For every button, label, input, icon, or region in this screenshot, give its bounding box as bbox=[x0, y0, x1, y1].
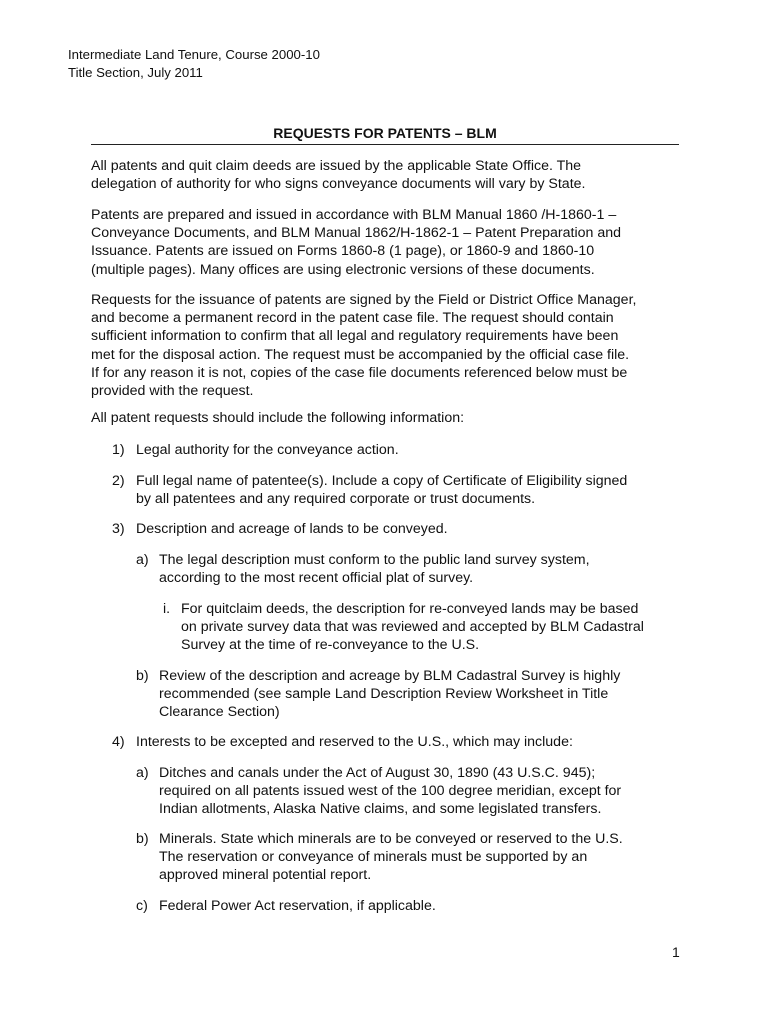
text-line: Review of the description and acreage by BLM Cadastral Survey is highly bbox=[159, 668, 621, 684]
list-item-text bbox=[159, 897, 719, 915]
text-line: sufficient information to confirm that all legal and regulatory requirements have been bbox=[91, 328, 619, 345]
paragraph-blm-manual bbox=[91, 206, 681, 279]
paragraph-request-signing bbox=[91, 291, 681, 400]
list-item-text bbox=[136, 733, 696, 751]
text-line: Federal Power Act reservation, if applicable. bbox=[159, 898, 436, 914]
header-course-line: Intermediate Land Tenure, Course 2000-10 bbox=[68, 47, 320, 62]
text-line: approved mineral potential report. bbox=[159, 867, 372, 884]
document-header bbox=[68, 46, 320, 81]
page-title: REQUESTS FOR PATENTS – BLM bbox=[91, 124, 679, 145]
list-marker: 2) bbox=[112, 473, 125, 489]
text-line: Interests to be excepted and reserved to the U.S., which may include: bbox=[136, 734, 573, 750]
text-line: If for any reason it is not, copies of the case file documents referenced below must be bbox=[91, 364, 628, 381]
text-line: Indian allotments, Alaska Native claims, and some legislated transfers. bbox=[159, 801, 602, 818]
text-line: The reservation or conveyance of minerals must be supported by an bbox=[159, 849, 588, 866]
text-line: (multiple pages). Many offices are using electronic versions of these documents. bbox=[91, 261, 595, 278]
list-item-text bbox=[159, 667, 719, 722]
paragraph-list-intro bbox=[91, 409, 681, 427]
list-marker: 3) bbox=[112, 521, 125, 537]
list-marker: 4) bbox=[112, 734, 125, 750]
paragraph-state-office bbox=[91, 157, 681, 193]
list-marker: 1) bbox=[112, 442, 125, 458]
text-line: Minerals. State which minerals are to be conveyed or reserved to the U.S. bbox=[159, 831, 623, 847]
text-line: on private survey data that was reviewed and accepted by BLM Cadastral bbox=[181, 619, 644, 636]
list-item-text bbox=[181, 600, 741, 655]
text-line: For quitclaim deeds, the description for re-conveyed lands may be based bbox=[181, 601, 639, 617]
text-line: provided with the request. bbox=[91, 383, 254, 400]
list-item-text bbox=[136, 520, 696, 538]
text-line: All patent requests should include the following information: bbox=[91, 410, 465, 426]
page-number: 1 bbox=[672, 944, 680, 960]
text-line: required on all patents issued west of the 100 degree meridian, except for bbox=[159, 783, 622, 800]
text-line: according to the most recent official plat of survey. bbox=[159, 570, 474, 587]
text-line: Full legal name of patentee(s). Include a copy of Certificate of Eligibility signed bbox=[136, 473, 628, 489]
list-item-text bbox=[159, 764, 719, 819]
text-line: Issuance. Patents are issued on Forms 1860-8 (1 page), or 1860-9 and 1860-10 bbox=[91, 243, 595, 260]
text-line: and become a permanent record in the patent case file. The request should contain bbox=[91, 310, 614, 327]
text-line: met for the disposal action. The request must be accompanied by the official case file. bbox=[91, 346, 630, 363]
text-line: All patents and quit claim deeds are issued by the applicable State Office. The bbox=[91, 158, 582, 174]
text-line: Requests for the issuance of patents are signed by the Field or District Office Manager, bbox=[91, 292, 637, 308]
list-item-text bbox=[159, 830, 719, 885]
list-marker: c) bbox=[136, 898, 148, 914]
text-line: recommended (see sample Land Description Review Worksheet in Title bbox=[159, 686, 609, 703]
text-line: The legal description must conform to the public land survey system, bbox=[159, 552, 590, 568]
text-line: Conveyance Documents, and BLM Manual 1862/H-1862-1 – Patent Preparation and bbox=[91, 225, 621, 242]
text-line: Ditches and canals under the Act of August 30, 1890 (43 U.S.C. 945); bbox=[159, 765, 596, 781]
list-marker: b) bbox=[136, 668, 149, 684]
text-line: Patents are prepared and issued in accordance with BLM Manual 1860 /H-1860-1 – bbox=[91, 207, 617, 223]
list-item-text bbox=[159, 551, 719, 587]
list-marker: b) bbox=[136, 831, 149, 847]
list-marker: i. bbox=[163, 601, 171, 617]
text-line: Legal authority for the conveyance action. bbox=[136, 442, 399, 458]
text-line: Clearance Section) bbox=[159, 704, 280, 721]
list-marker: a) bbox=[136, 765, 149, 781]
text-line: Survey at the time of re-conveyance to the U.S. bbox=[181, 637, 480, 654]
header-section-line: Title Section, July 2011 bbox=[68, 64, 203, 80]
list-item-text bbox=[136, 472, 696, 508]
list-item-text bbox=[136, 441, 696, 459]
list-marker: a) bbox=[136, 552, 149, 568]
text-line: delegation of authority for who signs conveyance documents will vary by State. bbox=[91, 176, 586, 193]
text-line: Description and acreage of lands to be conveyed. bbox=[136, 521, 448, 537]
text-line: by all patentees and any required corporate or trust documents. bbox=[136, 491, 536, 508]
